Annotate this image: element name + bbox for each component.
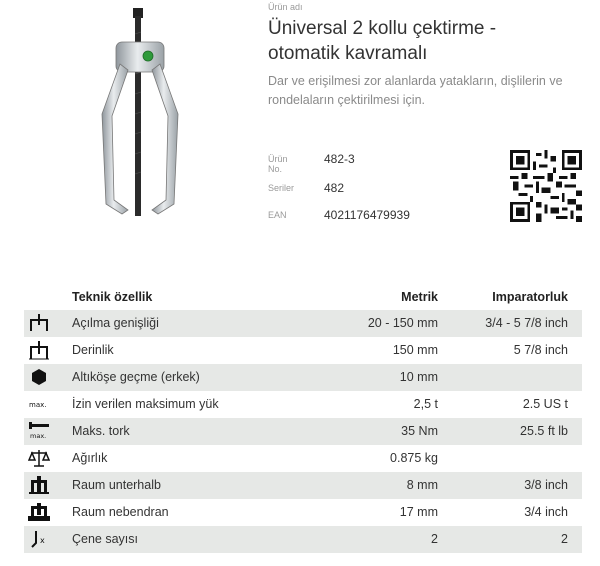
- table-row: Raum unterhalb 8 mm 3/8 inch: [24, 472, 582, 499]
- opening-width-icon: [28, 313, 50, 333]
- weight-icon: [28, 448, 50, 468]
- header-imperial: Imparatorluk: [492, 290, 568, 304]
- max-load-icon: [28, 394, 50, 414]
- table-row: Derinlik 150 mm 5 7/8 inch: [24, 337, 582, 364]
- table-row: x Çene sayısı 2 2: [24, 526, 582, 553]
- spec-table-header: [24, 286, 582, 310]
- jaw-count-icon: [28, 529, 50, 549]
- table-row: Ağırlık 0.875 kg: [24, 445, 582, 472]
- qr-code-icon: [510, 150, 582, 222]
- two-arm-puller-image: [90, 4, 200, 219]
- spec-table: [24, 286, 582, 553]
- svg-text:max.: max.: [29, 401, 47, 409]
- depth-icon: [28, 340, 50, 360]
- table-row: Altıköşe geçme (erkek) 10 mm: [24, 364, 582, 391]
- product-name-label: Ürün adı: [268, 2, 303, 12]
- hex-icon: [28, 367, 50, 387]
- header-metric: Metrik: [401, 290, 438, 304]
- clearance-below-icon: [28, 475, 50, 495]
- product-description: Dar ve erişilmesi zor alanlarda yatakların, dişlilerin ve rondelaların çektirilmesi için.: [268, 74, 563, 107]
- svg-text:x: x: [40, 536, 45, 545]
- table-row: max. Maks. tork 35 Nm 25.5 ft lb: [24, 418, 582, 445]
- table-row: Açılma genişliği 20 - 150 mm 3/4 - 5 7/8 inch: [24, 310, 582, 337]
- page-title: Üniversal 2 kollu çektirme - otomatik kavramalı: [268, 18, 497, 64]
- header-name: Teknik özellik: [72, 290, 153, 304]
- max-torque-icon: [28, 421, 50, 441]
- clearance-side-icon: [28, 502, 50, 522]
- svg-text:max.: max.: [30, 432, 47, 440]
- table-row: max. İzin verilen maksimum yük 2,5 t 2.5 US t: [24, 391, 582, 418]
- table-row: Raum nebendran 17 mm 3/4 inch: [24, 499, 582, 526]
